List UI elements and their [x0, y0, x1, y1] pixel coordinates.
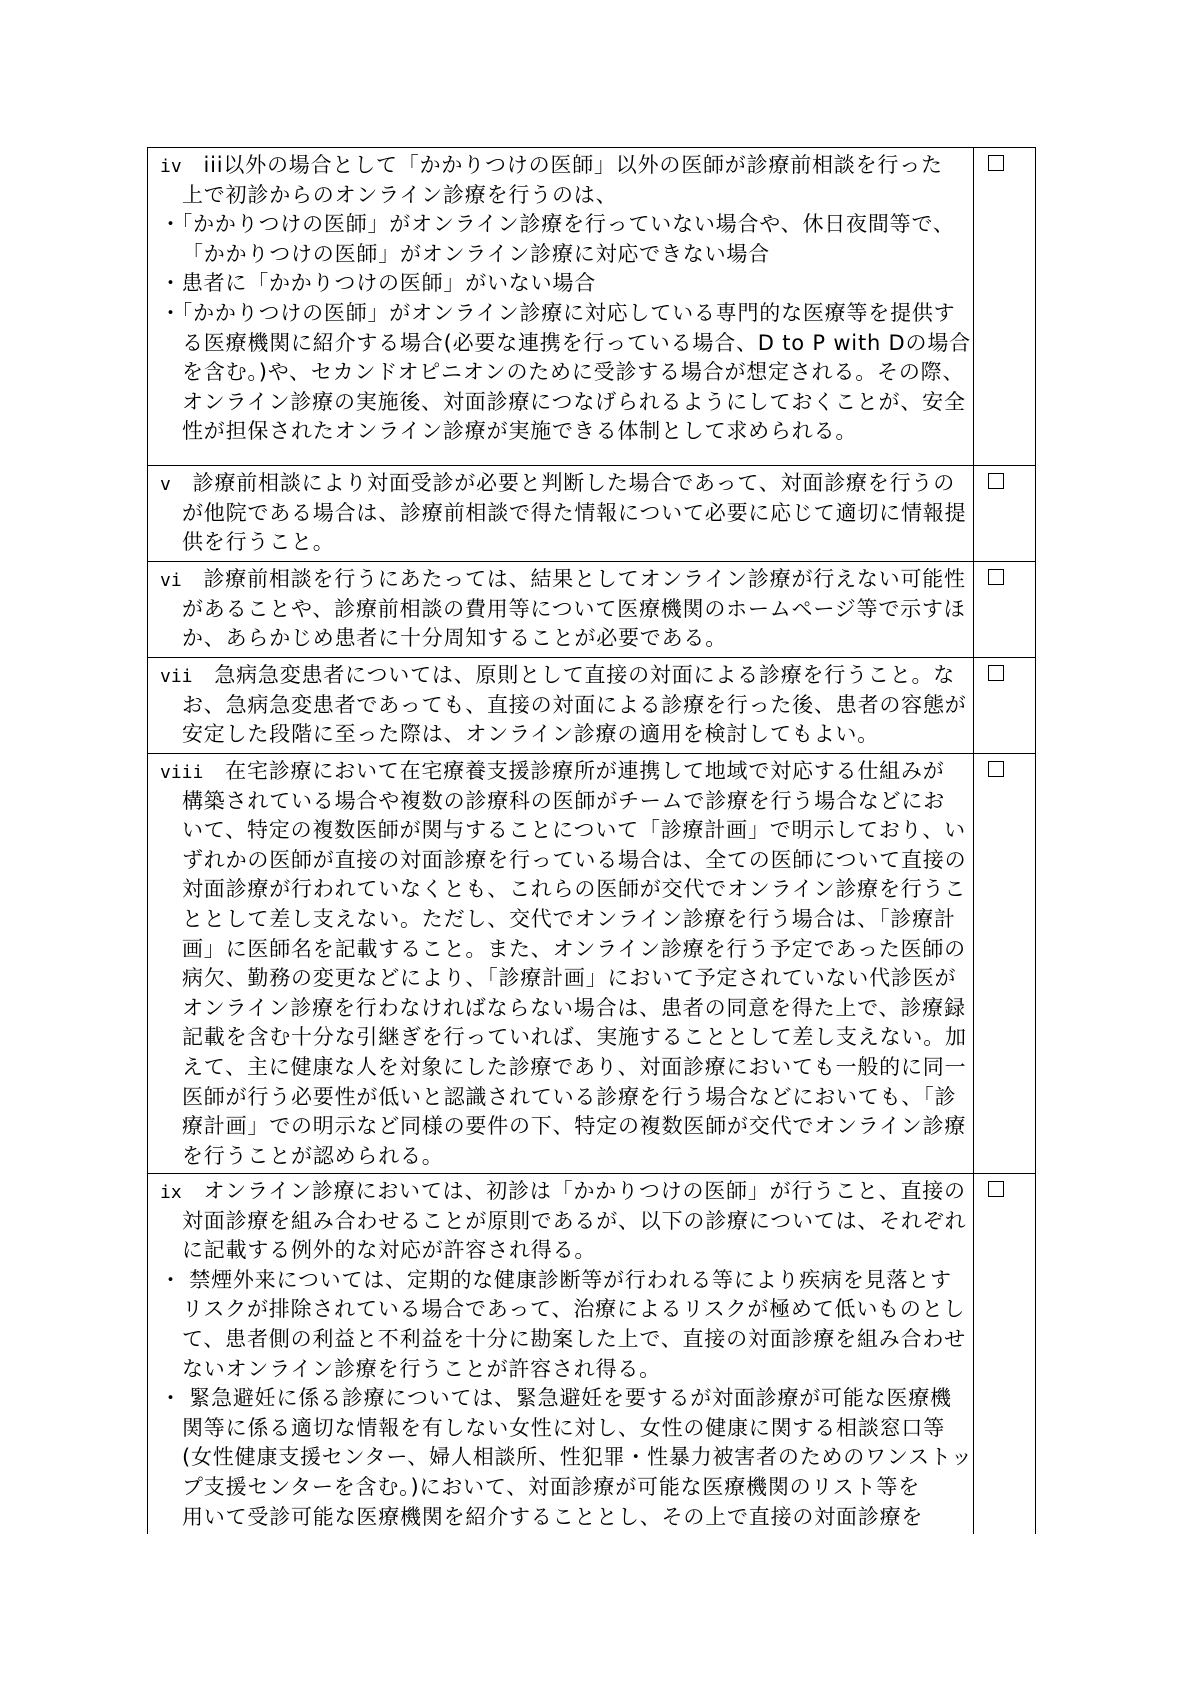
checklist-row-vi	[148, 562, 1035, 658]
bullet-text-line: ・患者に「かかりつけの医師」がいない場合	[160, 271, 596, 296]
checkbox-vii[interactable]	[988, 665, 1004, 681]
check-cell	[974, 562, 1035, 657]
item-text-line: 療計画」での明示など同様の要件の下、特定の複数医師が交代でオンライン診療	[182, 1114, 967, 1139]
item-text-line: 対面診療を組み合わせることが原則であるが、以下の診療については、それぞれ	[182, 1208, 967, 1233]
item-text-line	[160, 1177, 973, 1207]
item-text-line: リスクが排除されている場合であって、治療によるリスクが極めて低いものとし	[182, 1297, 966, 1322]
item-text: 診療前相談を行うにあたっては、結果としてオンライン診療が行えない可能性	[181, 567, 966, 591]
item-text-line	[160, 757, 973, 787]
item-text-cell	[148, 754, 974, 1173]
item-text-line: が他院である場合は、診療前相談で得た情報について必要に応じて適切に情報提	[182, 500, 967, 525]
item-text-line: 医師が行う必要性が低いと認識されている診療を行う場合などにおいても、「診	[182, 1084, 957, 1109]
item-text-line: お、急病急変患者であっても、直接の対面による診療を行った後、患者の容態が	[182, 692, 967, 717]
checkbox-ix[interactable]	[988, 1181, 1004, 1197]
item-text-line: オンライン診療の実施後、対面診療につなげられるようにしておくことが、安全	[182, 389, 966, 414]
item-text-line: 上で初診からのオンライン診療を行うのは、	[182, 182, 618, 207]
item-text-line: 供を行うこと。	[182, 530, 335, 555]
item-text-line: いて、特定の複数医師が関与することについて「診療計画」で明示しており、い	[182, 818, 966, 843]
check-cell	[974, 1174, 1035, 1534]
item-text-line: 関等に係る適切な情報を有しない女性に対し、女性の健康に関する相談窓口等	[182, 1415, 945, 1440]
checklist-row-ix	[148, 1174, 1035, 1534]
item-text-line	[160, 469, 973, 499]
item-text-line: ないオンライン診療を行うことが許容され得る。	[182, 1356, 661, 1381]
bullet-text-line: ・ 緊急避妊に係る診療については、緊急避妊を要するが対面診療が可能な医療機	[160, 1386, 952, 1411]
item-text-cell	[148, 148, 974, 465]
item-text-line	[160, 661, 973, 691]
item-text-line: 「かかりつけの医師」がオンライン診療に対応できない場合	[182, 241, 770, 266]
check-cell	[974, 466, 1035, 561]
item-text-line: 画」に医師名を記載すること。また、オンライン診療を行う予定であった医師の	[182, 936, 966, 961]
item-text-line: て、患者側の利益と不利益を十分に勘案した上で、直接の対面診療を組み合わせ	[182, 1326, 966, 1351]
item-number: viii	[160, 762, 204, 783]
checklist-table	[147, 147, 1036, 1534]
item-text-line	[160, 565, 973, 595]
item-text: iii以外の場合として「かかりつけの医師」以外の医師が診療前相談を行った	[181, 153, 943, 177]
item-text-line: 記載を含む十分な引継ぎを行っていれば、実施することとして差し支えない。加	[182, 1025, 967, 1050]
item-text-line: を含む。)や、セカンドオピニオンのために受診する場合が想定される。その際、	[182, 360, 965, 385]
item-number: iv	[160, 156, 182, 177]
item-number: v	[160, 474, 171, 495]
item-text-line: か、あらかじめ患者に十分周知することが必要である。	[182, 626, 727, 651]
item-text: オンライン診療においては、初診は「かかりつけの医師」が行うこと、直接の	[181, 1179, 966, 1203]
item-text-line: に記載する例外的な対応が許容され得る。	[182, 1238, 597, 1263]
item-number: ix	[160, 1182, 182, 1203]
item-text: 診療前相談により対面受診が必要と判断した場合であって、対面診療を行うの	[170, 471, 956, 495]
item-text-line: 対面診療が行われていなくとも、これらの医師が交代でオンライン診療を行うこ	[182, 877, 967, 902]
item-text-line: えて、主に健康な人を対象にした診療であり、対面診療においても一般的に同一	[182, 1054, 967, 1079]
item-number: vi	[160, 570, 182, 591]
checklist-row-vii	[148, 658, 1035, 754]
item-text-line: 用いて受診可能な医療機関を紹介することとし、その上で直接の対面診療を	[182, 1504, 924, 1529]
item-text: 在宅診療において在宅療養支援診療所が連携して地域で対応する仕組みが	[203, 759, 945, 783]
check-cell	[974, 148, 1035, 465]
item-text-cell	[148, 562, 974, 657]
item-text: 急病急変患者については、原則として直接の対面による診療を行うこと。な	[192, 663, 956, 687]
item-text-line: (女性健康支援センター、婦人相談所、性犯罪・性暴力被害者のためのワンストッ	[182, 1445, 973, 1470]
item-text-line: 構築されている場合や複数の診療科の医師がチームで診療を行う場合などにお	[182, 788, 945, 813]
checklist-row-iv	[148, 148, 1035, 466]
checkbox-vi[interactable]	[988, 569, 1004, 585]
item-text-line: オンライン診療を行わなければならない場合は、患者の同意を得た上で、診療録	[182, 995, 966, 1020]
checkbox-viii[interactable]	[988, 761, 1004, 777]
checkbox-v[interactable]	[988, 473, 1004, 489]
item-text-line: を行うことが認められる。	[182, 1143, 444, 1168]
check-cell	[974, 658, 1035, 753]
bullet-text-line: ・ 禁煙外来については、定期的な健康診断等が行われる等により疾病を見落とす	[160, 1267, 952, 1292]
item-text-line: 安定した段階に至った際は、オンライン診療の適用を検討してもよい。	[182, 722, 879, 747]
item-text-line: る医療機関に紹介する場合(必要な連携を行っている場合、D to P with Dの場合	[182, 330, 971, 355]
item-text-cell	[148, 658, 974, 753]
check-cell	[974, 754, 1035, 1173]
item-text-line: ずれかの医師が直接の対面診療を行っている場合は、全ての医師について直接の	[182, 847, 967, 872]
checklist-row-viii	[148, 754, 1035, 1174]
item-text-line: 病欠、勤務の変更などにより、「診療計画」において予定されていない代診医が	[182, 966, 957, 991]
checkbox-iv[interactable]	[988, 155, 1004, 171]
item-text-line: 性が担保されたオンライン診療が実施できる体制として求められる。	[182, 419, 858, 444]
bullet-text-line: ・「かかりつけの医師」がオンライン診療を行っていない場合や、休日夜間等で、	[160, 212, 955, 237]
item-text-line: プ支援センターを含む。)において、対面診療が可能な医療機関のリスト等を	[182, 1474, 921, 1499]
item-text-line: があることや、診療前相談の費用等について医療機関のホームページ等で示すほ	[182, 596, 966, 621]
item-text-cell	[148, 1174, 974, 1534]
item-text-cell	[148, 466, 974, 561]
item-text-line: ととして差し支えない。ただし、交代でオンライン診療を行う場合は、「診療計	[182, 906, 956, 931]
item-number: vii	[160, 666, 193, 687]
bullet-text-line: ・「かかりつけの医師」がオンライン診療に対応している専門的な医療等を提供す	[160, 300, 956, 325]
item-text-line	[160, 151, 973, 181]
checklist-row-v	[148, 466, 1035, 562]
